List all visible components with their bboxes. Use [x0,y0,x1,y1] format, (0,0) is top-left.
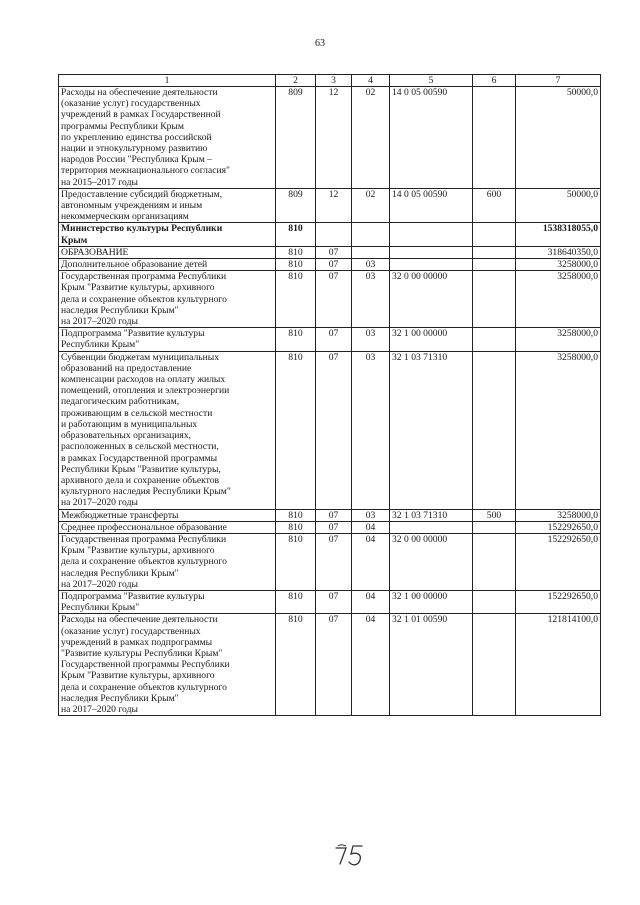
subsection-code-cell: 04 [352,533,390,590]
column-header: 6 [473,75,516,87]
table-row [59,188,601,223]
section-code-cell: 07 [316,259,352,271]
ministry-code-cell: 810 [276,614,316,716]
section-code-cell: 07 [316,328,352,351]
amount-cell: 318640350,0 [516,246,601,258]
section-code-cell: 07 [316,533,352,590]
row-name-cell: Министерство культуры Республики Крым [59,223,276,246]
target-article-cell [390,259,473,271]
ministry-code-cell: 810 [276,521,316,533]
column-header: 1 [59,75,276,87]
ministry-code-cell: 810 [276,259,316,271]
expense-type-cell: 500 [473,509,516,521]
subsection-code-cell: 04 [352,590,390,613]
row-name-cell: ОБРАЗОВАНИЕ [59,246,276,258]
table-header-row [59,75,601,87]
ministry-code-cell: 810 [276,246,316,258]
row-name-cell: Субвенции бюджетам муниципальных образований на предоставление компенсации расходов на оплату жилых помещений, отопления и электроэнергии педагогическим работникам, проживающим в сельской местности и работающим в муниципальных образовательных организациях, расположенных в сельской местности, в рамках Государственной программы Республики Крым "Развитие культуры, архивного дела и сохранение объектов культурного наследия Республики Крым" на 2017–2020 годы [59,351,276,509]
amount-cell: 152292650,0 [516,521,601,533]
expense-type-cell [473,271,516,328]
amount-cell: 50000,0 [516,188,601,223]
table-row [59,328,601,351]
subsection-code-cell: 03 [352,351,390,509]
target-article-cell: 32 1 03 71310 [390,509,473,521]
subsection-code-cell: 04 [352,614,390,716]
row-name-cell: Межбюджетные трансферты [59,509,276,521]
subsection-code-cell: 02 [352,87,390,189]
target-article-cell: 32 0 00 00000 [390,271,473,328]
expense-type-cell [473,328,516,351]
section-code-cell: 07 [316,271,352,328]
subsection-code-cell: 04 [352,521,390,533]
table-row [59,223,601,246]
table-row [59,521,601,533]
column-header: 2 [276,75,316,87]
target-article-cell: 32 1 00 00000 [390,328,473,351]
column-header: 4 [352,75,390,87]
section-code-cell: 12 [316,188,352,223]
row-name-cell: Государственная программа Республики Крым "Развитие культуры, архивного дела и сохранение объектов культурного наследия Республики Крым" на 2017–2020 годы [59,533,276,590]
subsection-code-cell: 03 [352,328,390,351]
expense-type-cell [473,246,516,258]
budget-table [58,74,601,716]
section-code-cell: 07 [316,614,352,716]
row-name-cell: Предоставление субсидий бюджетным, автономным учреждениям и иным некоммерческим организациям [59,188,276,223]
expense-type-cell [473,521,516,533]
table-body [59,87,601,716]
section-code-cell: 07 [316,509,352,521]
expense-type-cell [473,533,516,590]
table-row [59,614,601,716]
ministry-code-cell: 810 [276,328,316,351]
ministry-code-cell: 810 [276,509,316,521]
expense-type-cell [473,351,516,509]
handwritten-page-mark [332,840,372,870]
ministry-code-cell: 810 [276,533,316,590]
target-article-cell: 14 0 05 00590 [390,87,473,189]
table-row [59,246,601,258]
table-row [59,351,601,509]
section-code-cell: 07 [316,521,352,533]
ministry-code-cell: 809 [276,87,316,189]
subsection-code-cell: 03 [352,259,390,271]
amount-cell: 152292650,0 [516,533,601,590]
amount-cell: 1538318055,0 [516,223,601,246]
target-article-cell: 32 1 00 00000 [390,590,473,613]
subsection-code-cell: 02 [352,188,390,223]
table-row [59,590,601,613]
ministry-code-cell: 810 [276,271,316,328]
section-code-cell: 07 [316,590,352,613]
subsection-code-cell [352,223,390,246]
table-row [59,87,601,189]
row-name-cell: Дополнительное образование детей [59,259,276,271]
table-row [59,509,601,521]
column-header: 5 [390,75,473,87]
section-code-cell: 07 [316,351,352,509]
amount-cell: 3258000,0 [516,271,601,328]
page-number: 63 [315,38,325,49]
subsection-code-cell: 03 [352,271,390,328]
expense-type-cell: 600 [473,188,516,223]
table-row [59,271,601,328]
row-name-cell: Расходы на обеспечение деятельности (оказание услуг) государственных учреждений в рамках подпрограммы "Развитие культуры Республики Крым" Государственной программы Республики Крым "Развитие культуры, архивного дела и сохранение объектов культурного наследия Республики Крым" на 2017–2020 годы [59,614,276,716]
row-name-cell: Государственная программа Республики Крым "Развитие культуры, архивного дела и сохранение объектов культурного наследия Республики Крым" на 2017–2020 годы [59,271,276,328]
expense-type-cell [473,590,516,613]
amount-cell: 3258000,0 [516,351,601,509]
row-name-cell: Подпрограмма "Развитие культуры Республики Крым" [59,328,276,351]
amount-cell: 50000,0 [516,87,601,189]
expense-type-cell [473,223,516,246]
subsection-code-cell [352,246,390,258]
expense-type-cell [473,259,516,271]
target-article-cell: 32 1 03 71310 [390,351,473,509]
amount-cell: 121814100,0 [516,614,601,716]
amount-cell: 3258000,0 [516,509,601,521]
target-article-cell: 32 1 01 00590 [390,614,473,716]
target-article-cell [390,223,473,246]
subsection-code-cell: 03 [352,509,390,521]
section-code-cell [316,223,352,246]
amount-cell: 3258000,0 [516,328,601,351]
target-article-cell [390,521,473,533]
column-header: 3 [316,75,352,87]
row-name-cell: Подпрограмма "Развитие культуры Республики Крым" [59,590,276,613]
expense-type-cell [473,87,516,189]
target-article-cell [390,246,473,258]
amount-cell: 3258000,0 [516,259,601,271]
expense-type-cell [473,614,516,716]
target-article-cell: 32 0 00 00000 [390,533,473,590]
ministry-code-cell: 810 [276,590,316,613]
row-name-cell: Среднее профессиональное образование [59,521,276,533]
section-code-cell: 07 [316,246,352,258]
ministry-code-cell: 810 [276,223,316,246]
amount-cell: 152292650,0 [516,590,601,613]
target-article-cell: 14 0 05 00590 [390,188,473,223]
row-name-cell: Расходы на обеспечение деятельности (оказание услуг) государственных учреждений в рамках Государственной программы Республики Крым по укреплению единства российской нации и этнокультурному развитию народов России "Республика Крым – территория межнационального согласия" на 2015–2017 годы [59,87,276,189]
ministry-code-cell: 810 [276,351,316,509]
column-header: 7 [516,75,601,87]
ministry-code-cell: 809 [276,188,316,223]
table-row [59,259,601,271]
section-code-cell: 12 [316,87,352,189]
table-row [59,533,601,590]
